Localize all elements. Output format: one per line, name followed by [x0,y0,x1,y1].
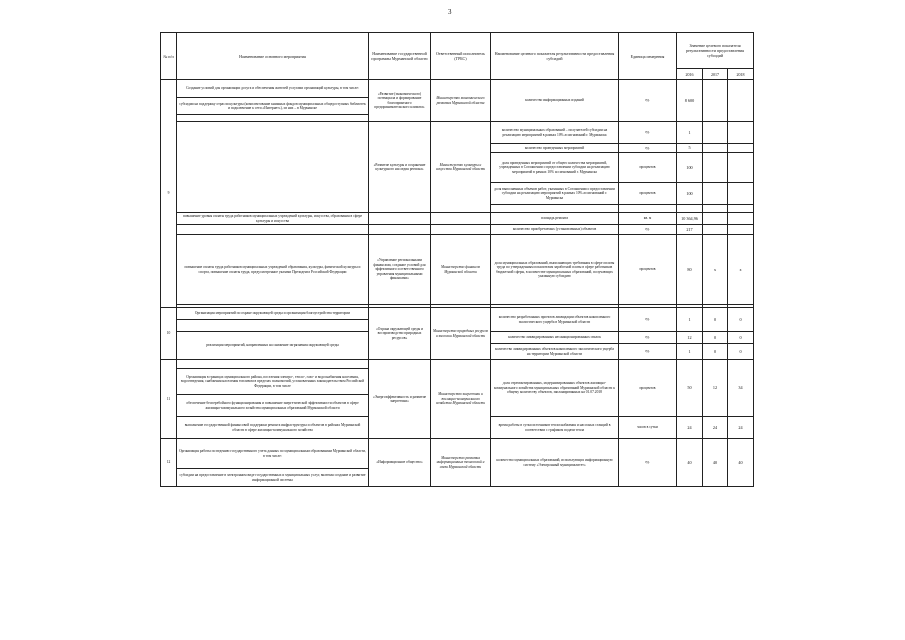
section-9-value-8c: х [728,235,754,305]
section-9-result-6: площадь ремонта [491,213,619,225]
section-9-result-7: количество приобретаемых (установленных) объектов [491,225,619,235]
section-9-unit-7: ед. [619,225,677,235]
section-9-value-8: 80 [677,235,703,305]
section-10-v3-2016: 1 [677,344,703,360]
section-10-title: Организация мероприятий по охране окружающей среды и организация благоустройства территории [177,308,369,320]
section-11-v2-2016: 24 [677,417,703,439]
section-11-unit-2: часов в сутки [619,417,677,439]
section-10-v1-2018: 0 [728,308,754,332]
section-12-sub-1: субсидии на предоставление в электронном виде государственных и муниципальных услуг, включая создание и развитие информационной системы [177,469,369,487]
section-9-value-8b: х [703,235,728,305]
section-9-program-1: «Развитие (экономического) потенциала и формирование благоприятного предпринимательского климата» [369,80,431,122]
section-9-value-1: 8 600 [677,80,703,122]
header-executor: Ответственный исполнитель (ГРБС) [431,33,491,80]
section-12-v1-2016: 40 [677,439,703,487]
section-11-v1-2017: 12 [703,360,728,417]
section-11-v2-2018: 24 [728,417,754,439]
header-year-2018: 2018 [728,69,754,80]
section-11-program: «Энергоэффективность и развитие энергетики» [369,360,431,439]
section-12-title: Организация работы по ведению государственного учета данных по муниципальным образованиям Мурманской области, в том числе: [177,439,369,469]
header-unit: Единица измерения [619,33,677,80]
section-10-executor: Министерство природных ресурсов и экологии Мурманской области [431,308,491,360]
section-9-unit-6: кв. м [619,213,677,225]
section-10-v2-2018: 0 [728,332,754,344]
section-10-program: «Охрана окружающей среды и воспроизводство природных ресурсов» [369,308,431,360]
section-11-result-2: время работы в сутки источников теплоснабжения и насосных станций в соответствии с графиком подачи тепла [491,417,619,439]
section-10-v1-2016: 1 [677,308,703,332]
section-11-num: 11 [161,360,177,439]
section-11-unit-1: процентов [619,360,677,417]
section-9-executor-3: Министерство финансов Мурманской области [431,235,491,305]
section-10-unit-1: ед. [619,308,677,332]
section-9-result-2: количество муниципальных образований – получателей субсидии на реализацию мероприятий в рамках 10% ассигнований г. Мурманска [491,122,619,144]
header-year-2016: 2016 [677,69,703,80]
section-11-sub-1: обеспечение бесперебойного функционирования и повышение энергетической эффективности объектов в сфере жилищно-коммунального хозяйства муниципальных образований Мурманской области [177,395,369,417]
section-9-sub-2: повышение уровня оплаты труда работников муниципальных учреждений культуры, искусства, образования в сфере культуры и искусства [177,213,369,225]
section-9-unit-8: процентов [619,235,677,305]
section-9-value-5: 100 [677,183,703,205]
subsidy-table [160,32,754,487]
section-10-v1-2017: 0 [703,308,728,332]
section-9-program-2: «Развитие культуры и сохранение культурного наследия региона» [369,122,431,213]
section-9-unit-4: процентов [619,153,677,183]
section-9-value-4: 100 [677,153,703,183]
section-9-result-3: количество проведенных мероприятий [491,144,619,153]
section-9-result-4: доля проведенных мероприятий от общего количества мероприятий, учрежденных в Соглашении о предоставлении субсидии на реализацию мероприятий в рамках 10% ассигнований г. Мурманска [491,153,619,183]
section-12-result-1: количество муниципальных образований, использующих информационную систему «Электронный муниципалитет» [491,439,619,487]
section-10-sub-1: реализация мероприятий, направленных на снижение загрязнения окружающей среды [177,332,369,360]
section-10-v3-2018: 0 [728,344,754,360]
section-11-result-1: доля отремонтированных, модернизированных объектов жилищно-коммунального хозяйства муниципальных образований Мурманской области к общему количеству объектов, запланированных на 01.07.2018 [491,360,619,417]
section-9-value-2: 1 [677,122,703,144]
section-11-executor: Министерство энергетики и жилищно-коммунального хозяйства Мурманской области [431,360,491,439]
section-10-num: 10 [161,308,177,360]
section-9-value-7: 217 [677,225,703,235]
section-10-result-1: количество разработанных проектов ликвидации объектов накопленного экологического ущерба в Мурманской области [491,308,619,332]
section-9-result-1: количество информационных изданий [491,80,619,122]
section-9-sub-1: субсидии на поддержку отрасли культуры (комплектование книжных фондов муниципальных общедоступных библиотек и подключение к сети «Интернет»), из них – в Мурманске [177,98,369,115]
header-num: № п/п [161,33,177,80]
section-12-num: 12 [161,439,177,487]
section-10-v2-2016: 12 [677,332,703,344]
section-9-result-8: доля муниципальных образований, выполняющих требования в сфере оплаты труда по утвержденным показателям заработной платы в сфере работников бюджетной сферы, в количестве муниципальных образований, получающих указанную субсидию [491,235,619,305]
header-result: Наименование целевого показателя результативности предоставления субсидий [491,33,619,80]
section-9-unit-5: процентов [619,183,677,205]
section-10-result-3: количество ликвидированных объектов накопленного экологического ущерба на территории Мурманской области [491,344,619,360]
section-12-executor: Министерство развития информационных технологий и связи Мурманской области [431,439,491,487]
section-12-v1-2017: 40 [703,439,728,487]
section-9-value-3: 5 [677,144,703,153]
header-year-2017: 2017 [703,69,728,80]
section-11-v1-2018: 34 [728,360,754,417]
section-10-unit-2: ед. [619,332,677,344]
section-10-unit-3: ед. [619,344,677,360]
section-9-unit-3: ед. [619,144,677,153]
section-9-executor-1: Министерство экономического развития Мурманской области [431,80,491,122]
section-9-sub-3: повышение оплаты труда работников муниципальных учреждений образования, культуры, физической культуры и спорта, повышение оплаты труда, предусмотренное указами Президента Российской Федерации [177,235,369,305]
section-12-unit-1: ед. [619,439,677,487]
header-name: Наименование основного мероприятия [177,33,369,80]
section-11-sub-2: выполнение государственной финансовой поддержки ремонта инфраструктуры и объектов в районах Мурманской области в сфере жилищно-коммунального хозяйства [177,417,369,439]
section-11-title: Организация в границах муниципального района, поселения электро-, тепло-, газо- и водоснабжения населения, водоотведения, снабжения населения топливом в пределах полномочий, установленных законодательством Российской Федерации, в том числе [177,369,369,395]
section-11-v2-2017: 24 [703,417,728,439]
section-9-result-5: доля выполненных объемов работ, указанных в Соглашении о предоставлении субсидии на реализацию мероприятий в рамках 10% ассигнований г. Мурманска [491,183,619,205]
section-9-unit-1: ед. [619,80,677,122]
page-number: 3 [448,8,452,16]
header-values: Значение целевого показателя результативности предоставления субсидий [677,33,754,69]
section-9-value-6: 10 364,96 [677,213,703,225]
section-9-executor-2: Министерство культуры и искусства Мурманской области [431,122,491,213]
section-11-v1-2016: 50 [677,360,703,417]
section-12-v1-2018: 40 [728,439,754,487]
section-10-v3-2017: 0 [703,344,728,360]
section-9-program-3: «Управление региональными финансами, создание условий для эффективного и ответственного управления муниципальными финансами» [369,235,431,305]
header-program: Наименование государственной программы Мурманской области [369,33,431,80]
section-9-unit-2: ед. [619,122,677,144]
section-12-program: «Информационное общество» [369,439,431,487]
section-9-title: Создание условий для организации досуга и обеспечения жителей услугами организаций культуры, в том числе: [177,80,369,98]
section-9-num: 9 [161,80,177,308]
section-10-v2-2017: 0 [703,332,728,344]
section-10-result-2: количество ликвидированных несанкционированных свалок [491,332,619,344]
